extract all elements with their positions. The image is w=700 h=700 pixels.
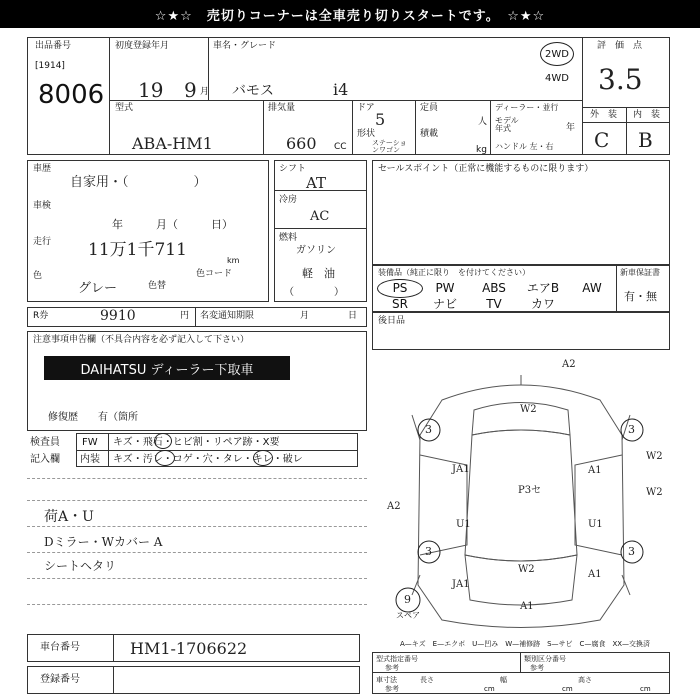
exterior-label: 外 装 xyxy=(590,110,618,120)
note-line xyxy=(27,604,367,605)
lot-small: [1914] xyxy=(35,61,65,71)
divider xyxy=(490,100,491,155)
damage-mark: U1 xyxy=(456,519,471,530)
first-reg-month: 9 xyxy=(184,78,197,102)
divider xyxy=(113,634,114,662)
damage-mark: A1 xyxy=(520,601,534,612)
doors: 5 xyxy=(375,110,386,129)
equip-airbag: エアB xyxy=(526,281,560,295)
interior-label: 内 装 xyxy=(633,110,661,120)
person-unit: 人 xyxy=(478,117,488,127)
equip-aw: AW xyxy=(582,281,602,295)
fw-label: FW xyxy=(82,437,98,448)
ac: AC xyxy=(310,209,330,224)
model-label: 型式 xyxy=(115,103,134,113)
damage-mark: W2 xyxy=(520,404,537,415)
recycle-label: R券 xyxy=(33,311,49,321)
drive-4wd: 4WD xyxy=(545,73,569,84)
notice-label: 名変通知期限 xyxy=(200,311,255,321)
spare-label: スペア xyxy=(396,611,420,620)
rear-glass xyxy=(465,555,577,605)
ac-label: 冷房 xyxy=(279,195,298,205)
km-unit: km xyxy=(227,256,240,265)
shape-label: 形状 xyxy=(357,129,376,139)
width-cm: cm xyxy=(562,685,573,693)
inspection-label: 車検 xyxy=(33,201,52,211)
shift: AT xyxy=(306,174,327,192)
height-label: 高さ xyxy=(578,676,592,684)
notes-label: 注意事項申告欄（不具合内容を必ず記入して下さい） xyxy=(33,335,250,345)
shape: ステーションワゴン xyxy=(372,139,407,154)
fw-items: キズ・飛石・ヒビ割・リペア跡・X要 xyxy=(113,437,280,448)
after-inspection-label: 後日品 xyxy=(378,316,406,326)
note-3: シートヘタリ xyxy=(44,559,117,573)
divider xyxy=(195,307,196,327)
divider xyxy=(108,433,109,467)
entry-label: 記入欄 xyxy=(30,454,60,465)
after-inspection-frame xyxy=(372,312,670,350)
repair-history: 修復歴 有（箇所 xyxy=(48,412,138,423)
grade: i4 xyxy=(333,80,349,99)
structure-ref: 参考 xyxy=(385,664,399,672)
interior-grade: B xyxy=(638,128,653,152)
lot-label: 出品番号 xyxy=(35,41,72,51)
divider xyxy=(352,100,353,155)
month-unit: 月 xyxy=(200,87,210,97)
damage-mark: JA1 xyxy=(452,464,470,475)
length-label: 長さ xyxy=(420,676,434,684)
width-label: 幅 xyxy=(500,676,507,684)
car-outline xyxy=(418,385,624,628)
divider xyxy=(113,666,114,694)
damage-mark: W2 xyxy=(518,564,535,575)
fuel-label: 燃料 xyxy=(279,233,298,243)
exterior-grade: C xyxy=(594,128,610,152)
sag-circle xyxy=(253,450,273,466)
category-ref: 参考 xyxy=(530,664,544,672)
load-label: 積載 xyxy=(420,129,439,139)
equipment-label: 装備品（純正に限り を付けてください） xyxy=(378,268,530,277)
year-unit: 年 xyxy=(566,123,576,133)
kg-unit: kg xyxy=(476,145,487,155)
recycle-frame xyxy=(27,307,367,327)
equip-ps: PS xyxy=(392,281,408,295)
color-code-label: 色コード xyxy=(196,269,233,279)
legend: A—キズ E—エクボ U—凹み W—補修跡 S—サビ C—腐食 XX—交換済 xyxy=(400,640,651,648)
notice-day: 日 xyxy=(348,311,358,321)
divider xyxy=(274,228,367,229)
doors-label: ドア xyxy=(357,103,375,113)
interior-items: キズ・汚レ・コゲ・穴・タレ・キレ・破レ xyxy=(113,454,303,465)
inspection-value: 年 月（ 日） xyxy=(112,218,233,231)
damage-mark: A2 xyxy=(387,501,401,512)
sales-label: セールスポイント（正常に機能するものに限ります） xyxy=(378,164,594,174)
divider xyxy=(415,100,416,155)
damage-mark: JA1 xyxy=(452,579,470,590)
height-cm: cm xyxy=(640,685,651,693)
color-change-label: 色替 xyxy=(148,281,167,291)
damage-mark: W2 xyxy=(646,451,663,462)
sales-frame xyxy=(372,160,670,265)
equip-leather: カワ xyxy=(530,297,555,311)
handle-label: ハンドル 左・右 xyxy=(495,142,554,151)
fuel: ガソリン xyxy=(296,245,336,256)
drive-2wd: 2WD xyxy=(545,49,569,60)
damage-mark: 3 xyxy=(425,423,432,436)
new-car-label: 新車保証書 xyxy=(620,268,660,277)
length-cm: cm xyxy=(484,685,495,693)
first-reg-year: 19 xyxy=(138,78,164,102)
cc-unit: CC xyxy=(334,142,347,152)
note-line xyxy=(27,552,367,553)
equip-sr: SR xyxy=(392,297,408,311)
spare-value: 9 xyxy=(404,593,411,606)
model: ABA-HM1 xyxy=(132,134,213,153)
structure-label: 型式指定番号 xyxy=(376,655,418,663)
car-name: バモス xyxy=(232,83,274,99)
chassis-value: HM1-1706622 xyxy=(130,639,248,658)
category-label: 類別区分番号 xyxy=(524,655,566,663)
divider xyxy=(626,107,627,155)
equip-navi: ナビ xyxy=(432,297,457,311)
capacity-label: 定員 xyxy=(420,103,439,113)
equip-abs: ABS xyxy=(482,281,506,295)
damage-mark: A1 xyxy=(588,569,602,580)
recycle-value: 9910 xyxy=(100,308,136,324)
car-diagram xyxy=(372,355,670,640)
divider xyxy=(582,37,583,155)
damage-mark: P3セ xyxy=(518,485,542,496)
damage-mark: 3 xyxy=(425,545,432,558)
divider xyxy=(263,100,264,155)
divider xyxy=(109,37,110,155)
ps-circle xyxy=(377,279,423,298)
fuel-paren: （ ） xyxy=(284,287,344,298)
divider xyxy=(76,450,358,451)
damage-mark: A2 xyxy=(562,359,576,370)
lot-number: 8006 xyxy=(38,80,105,110)
size-ref: 参考 xyxy=(385,685,399,693)
stone-circle xyxy=(154,433,172,449)
car-name-label: 車名・グレード xyxy=(213,41,277,51)
equip-pw: PW xyxy=(435,281,455,295)
mileage-label: 走行 xyxy=(33,237,52,247)
damage-mark: 3 xyxy=(628,423,635,436)
score-label: 評 価 点 xyxy=(597,41,643,51)
inspector-label: 検査員 xyxy=(30,437,60,448)
interior-check-label: 内装 xyxy=(80,454,100,465)
note-2: Dミラー・Wカバー A xyxy=(44,535,163,549)
note-1: 荷A・U xyxy=(44,509,94,525)
note-line xyxy=(27,526,367,527)
damage-mark: U1 xyxy=(588,519,603,530)
divider xyxy=(109,100,582,101)
registration-label: 登録番号 xyxy=(40,674,80,685)
note-line xyxy=(27,500,367,501)
divider xyxy=(520,652,521,672)
shift-label: シフト xyxy=(279,164,307,174)
displacement: 660 xyxy=(286,134,317,153)
model-year-label: モデル年式 xyxy=(495,116,519,133)
damage-mark: A1 xyxy=(588,465,602,476)
divider xyxy=(616,265,617,312)
dealer-label: ディーラー・並行 xyxy=(495,103,559,112)
recycle-yen: 円 xyxy=(180,311,190,321)
damage-mark: W2 xyxy=(646,487,663,498)
chassis-label: 車台番号 xyxy=(40,642,80,653)
history-value: 自家用・（ ） xyxy=(70,175,207,190)
new-car-value: 有・無 xyxy=(624,290,657,303)
first-reg-label: 初度登録年月 xyxy=(115,41,170,51)
history-label: 車歴 xyxy=(33,164,52,174)
note-line xyxy=(27,478,367,479)
color: グレー xyxy=(78,281,118,296)
size-label: 車寸法 xyxy=(376,676,397,684)
banner: ☆★☆ 売切りコーナーは全車売り切りスタートです。 ☆★☆ xyxy=(0,0,700,28)
score: 3.5 xyxy=(598,63,643,96)
stain-circle xyxy=(155,450,175,466)
note-line xyxy=(27,578,367,579)
divider xyxy=(372,672,670,673)
equip-tv: TV xyxy=(486,297,502,311)
color-label: 色 xyxy=(33,271,43,281)
dealer-tag: DAIHATSU ディーラー下取車 xyxy=(44,356,290,380)
damage-mark: 3 xyxy=(628,545,635,558)
fuel-alt: 軽 油 xyxy=(302,267,335,280)
mileage: 11万1千711 xyxy=(88,240,187,260)
notice-month: 月 xyxy=(300,311,310,321)
displacement-label: 排気量 xyxy=(268,103,296,113)
